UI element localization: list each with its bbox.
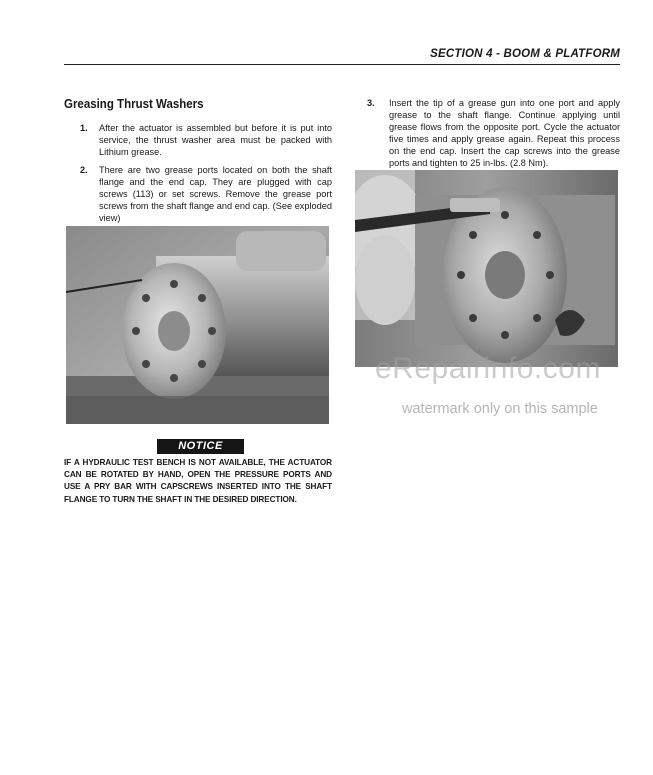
notice-badge: NOTICE <box>157 439 244 454</box>
step-1 <box>80 122 332 162</box>
step-text: After the actuator is assembled but before it is put into service, the thrust washer area must be packed with Lithium grease. <box>99 123 332 158</box>
photo-actuator-grease-ports <box>66 226 329 424</box>
section-header: SECTION 4 - BOOM & PLATFORM <box>430 48 620 60</box>
header-rule <box>64 64 620 65</box>
step-2 <box>80 164 332 226</box>
step-3 <box>367 97 620 171</box>
step-text: There are two grease ports located on both the shaft flange and the end cap. They are plugged with cap screws (113) or set screws. Remove the grease port screws from the shaft flange and end cap. (See exploded view) <box>99 165 332 224</box>
section-title: Greasing Thrust Washers <box>64 97 204 111</box>
step-text: Insert the tip of a grease gun into one port and apply grease to the shaft flange. Continue applying until grease flows from the opposite port. Cycle the actuator five times and apply grease again. Repeat this process on the end cap. Insert the cap screws into the grease ports and tighten to 25 in-lbs. (2.8 Nm). <box>389 98 620 169</box>
step-number: 1. <box>80 123 88 133</box>
notice-text: IF A HYDRAULIC TEST BENCH IS NOT AVAILABLE, THE ACTUATOR CAN BE ROTATED BY HAND, OPEN THE PRESSURE PORTS AND USE A PRY BAR WITH CAPSCREWS INSERTED INTO THE SHAFT FLANGE TO TURN THE SHAFT IN THE DESIRED DIRECTION. <box>64 458 332 504</box>
step-number: 3. <box>367 98 375 108</box>
photo-grease-gun-application <box>355 170 618 367</box>
step-number: 2. <box>80 165 88 175</box>
watermark-site: eRepairinfo.com <box>375 352 601 385</box>
watermark-note: watermark only on this sample <box>402 401 598 417</box>
